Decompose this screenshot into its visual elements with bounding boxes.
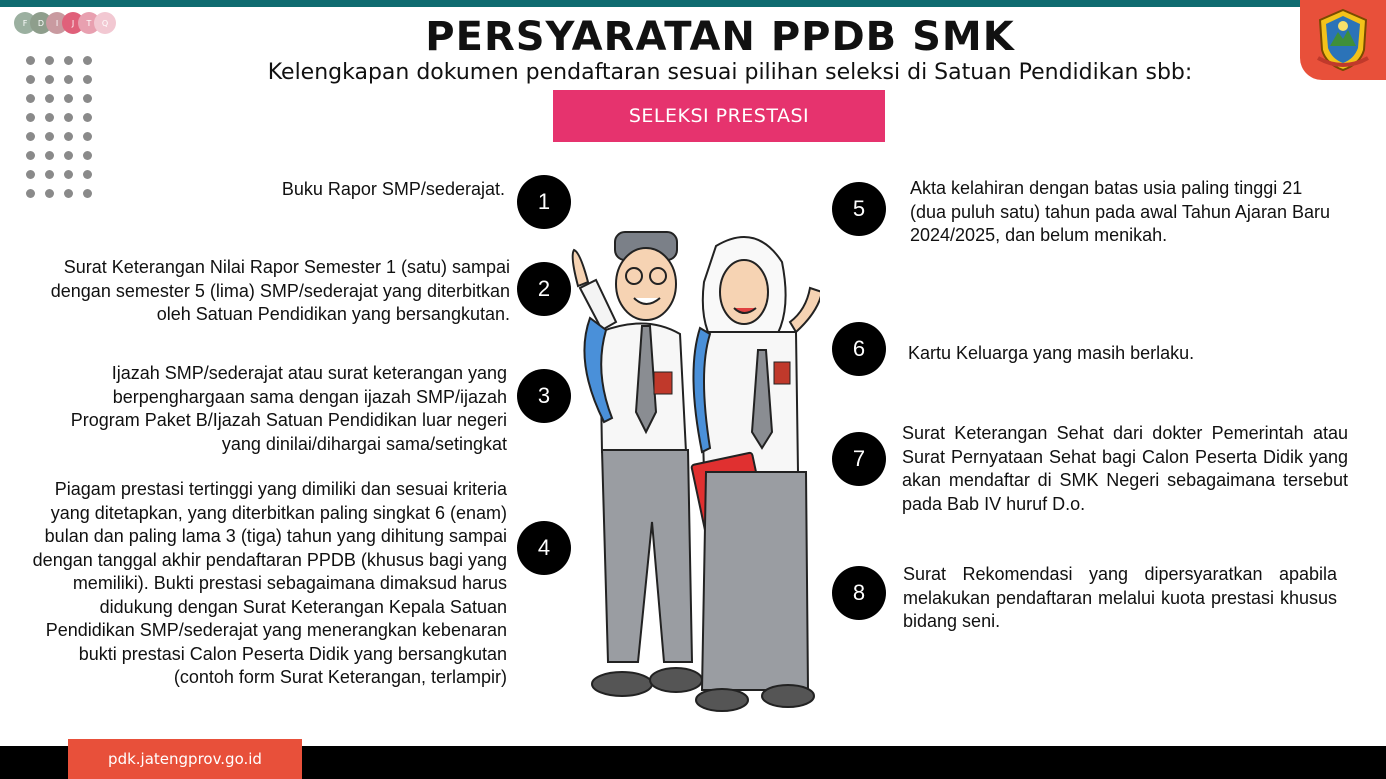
decorative-dot [26, 56, 35, 65]
requirement-6-number: 6 [832, 322, 886, 376]
requirement-1-text: Buku Rapor SMP/sederajat. [281, 179, 505, 199]
badge-d: D [30, 12, 52, 34]
decorative-dot [83, 56, 92, 65]
footer-website-link[interactable]: pdk.jatengprov.go.id [68, 739, 302, 779]
requirement-6-text: Kartu Keluarga yang masih berlaku. [908, 343, 1195, 363]
corner-badges [14, 12, 110, 34]
decorative-dot [26, 189, 35, 198]
requirement-7-text: Surat Keterangan Sehat dari dokter Pemerintah atau Surat Pernyataan Sehat bagi Calon Peserta Didik yang akan mendaftar di SMK Negeri sebagaimana tersebut pada Bab IV huruf D.o. [902, 423, 1348, 514]
decorative-dot [26, 113, 35, 122]
decorative-dot [64, 189, 73, 198]
badge-i: I [46, 12, 68, 34]
boy-student-figure [573, 232, 702, 696]
requirement-8-text: Surat Rekomendasi yang dipersyaratkan apabila melakukan pendaftaran melalui kuota prestasi khusus bidang seni. [903, 564, 1337, 631]
decorative-dot [83, 132, 92, 141]
decorative-dot [83, 189, 92, 198]
province-logo [1300, 0, 1386, 80]
decorative-dot [45, 189, 54, 198]
requirement-3-number: 3 [517, 369, 571, 423]
decorative-dot [26, 170, 35, 179]
decorative-dot [45, 94, 54, 103]
decorative-dot [45, 132, 54, 141]
decorative-dot [26, 151, 35, 160]
decorative-dot [83, 170, 92, 179]
requirement-5-text: Akta kelahiran dengan batas usia paling tinggi 21 (dua puluh satu) tahun pada awal Tahun Ajaran Baru 2024/2025, dan belum menikah. [910, 178, 1330, 245]
top-accent-bar [0, 0, 1386, 7]
decorative-dot [64, 113, 73, 122]
decorative-dot [83, 94, 92, 103]
decorative-dot [45, 113, 54, 122]
requirement-4-text: Piagam prestasi tertinggi yang dimiliki dan sesuai kriteria yang ditetapkan, yang diterbitkan paling singkat 6 (enam) bulan dan paling lama 3 (tiga) tahun yang dihitung sampai dengan tanggal akhir pendaftaran PPDB (khusus bagi yang memiliki). Bukti prestasi sebagaimana dimaksud harus didukung dengan Surat Keterangan Kepala Satuan Pendidikan SMP/sederajat yang menerangkan kebenaran bukti prestasi Calon Peserta Didik yang bersangkutan (contoh form Surat Keterangan, terlampir) [32, 479, 507, 687]
students-illustration [560, 222, 820, 722]
selection-type-banner: SELEKSI PRESTASI [553, 90, 885, 142]
decorative-dot [26, 75, 35, 84]
badge-t: T [78, 12, 100, 34]
badge-q: Q [94, 12, 116, 34]
requirement-8-number: 8 [832, 566, 886, 620]
girl-student-figure [691, 237, 820, 711]
decorative-dot [64, 132, 73, 141]
requirement-5-number: 5 [832, 182, 886, 236]
page-subtitle: Kelengkapan dokumen pendaftaran sesuai pilihan seleksi di Satuan Pendidikan sbb: [267, 60, 1193, 85]
requirement-1-number: 1 [517, 175, 571, 229]
coat-of-arms-icon [1314, 6, 1372, 74]
decorative-dot [64, 170, 73, 179]
requirement-7-number: 7 [832, 432, 886, 486]
decorative-dot [26, 132, 35, 141]
decorative-dot [26, 94, 35, 103]
requirement-4-number: 4 [517, 521, 571, 575]
badge-j: J [62, 12, 84, 34]
decorative-dot [45, 75, 54, 84]
decorative-dot-grid [26, 56, 102, 208]
decorative-dot [45, 170, 54, 179]
decorative-dot [45, 56, 54, 65]
requirement-2-number: 2 [517, 262, 571, 316]
page-title: PERSYARATAN PPDB SMK [425, 14, 1015, 60]
decorative-dot [83, 151, 92, 160]
decorative-dot [64, 75, 73, 84]
decorative-dot [83, 113, 92, 122]
requirement-2-text: Surat Keterangan Nilai Rapor Semester 1 (satu) sampai dengan semester 5 (lima) SMP/sederajat yang diterbitkan oleh Satuan Pendidikan yang bersangkutan. [50, 257, 510, 324]
decorative-dot [64, 56, 73, 65]
decorative-dot [45, 151, 54, 160]
requirement-3-text: Ijazah SMP/sederajat atau surat keterangan yang berpenghargaan sama dengan ijazah SMP/ijazah Program Paket B/Ijazah Satuan Pendidikan luar negeri yang dinilai/dihargai sama/setingkat [70, 363, 507, 454]
decorative-dot [83, 75, 92, 84]
decorative-dot [64, 94, 73, 103]
decorative-dot [64, 151, 73, 160]
badge-f: F [14, 12, 36, 34]
